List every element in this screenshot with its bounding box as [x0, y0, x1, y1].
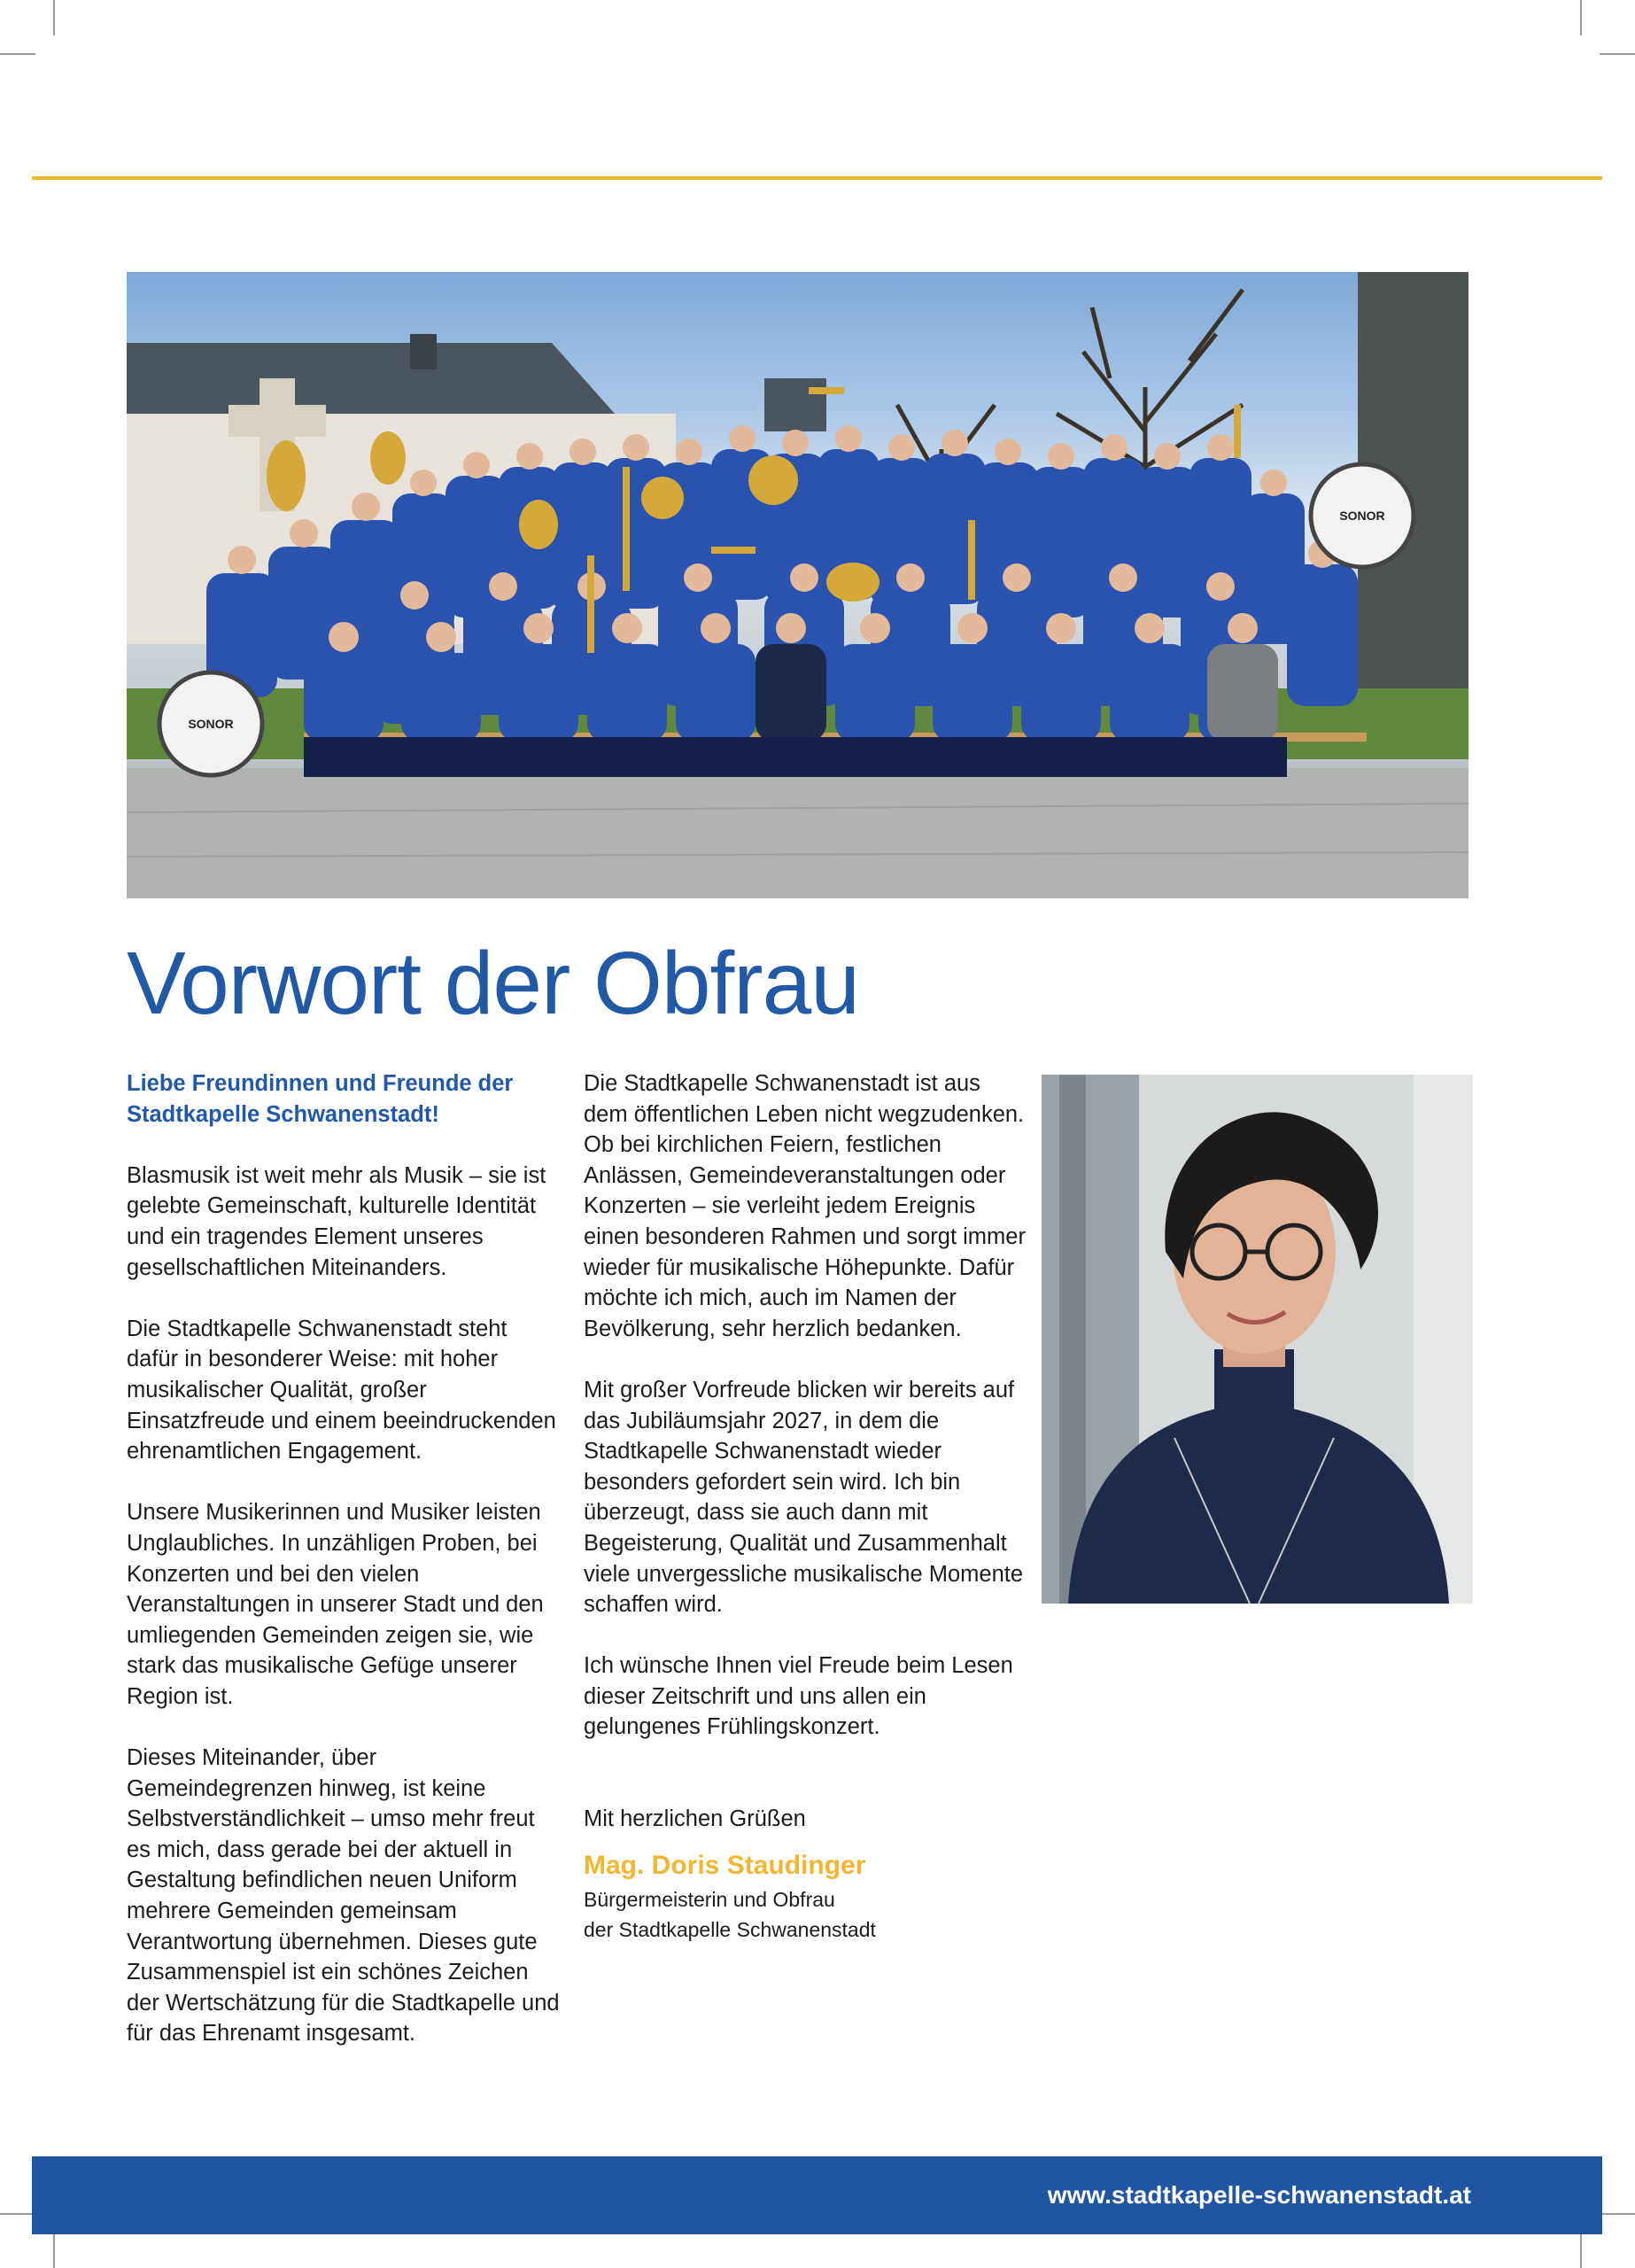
crop-mark [1600, 53, 1635, 55]
page-title: Vorwort der Obfrau [127, 934, 859, 1033]
signature-role: Bürgermeisterin und Obfrau [584, 1887, 835, 1911]
crop-mark [53, 0, 55, 35]
letter-column-2 [584, 1068, 1027, 1945]
website-url[interactable]: www.stadtkapelle-schwanenstadt.at [1047, 2181, 1471, 2209]
crop-mark [1600, 2213, 1635, 2215]
crop-mark [53, 2233, 55, 2268]
drum-logo-right: SONOR [1339, 509, 1385, 523]
signature-name: Mag. Doris Staudinger [584, 1850, 866, 1880]
drum-logo-left: SONOR [188, 717, 234, 731]
crop-mark [1580, 2233, 1582, 2268]
crop-mark [0, 2213, 35, 2215]
paragraph: Die Stadtkapelle Schwanenstadt steht dafür in besonderer Weise: mit hoher musikalischer Qualität, großer Einsatzfreude und einem beeindruckenden ehrenamtlichen Engagement. [127, 1316, 556, 1464]
crop-mark [1580, 0, 1582, 35]
portrait-photo [1042, 1075, 1473, 1604]
spacer [584, 1774, 1027, 1805]
footer-bar [32, 2156, 1602, 2234]
band-group-photo [127, 272, 1468, 898]
closing: Mit herzlichen Grüßen [584, 1806, 806, 1832]
crop-mark [0, 53, 35, 55]
letter-column-1 [127, 1068, 561, 2080]
paragraph: Die Stadtkapelle Schwanenstadt ist aus dem öffentlichen Leben nicht wegzudenken. Ob bei kirchlichen Feiern, festlichen Anlässen, Gemeindeveranstaltungen oder Konzerten – sie verleiht jedem Ereignis einen besonderen Rahmen und sorgt immer wieder für musikalische Höhepunkte. Dafür möchte ich mich, auch im Namen der Bevölkerung, sehr herzlich bedanken. [584, 1071, 1026, 1341]
top-divider [32, 176, 1602, 180]
paragraph: Ich wünsche Ihnen viel Freude beim Lesen dieser Zeitschrift und uns allen ein gelungenes Frühlingskonzert. [584, 1653, 1013, 1740]
paragraph: Mit großer Vorfreude blicken wir bereits auf das Jubiläumsjahr 2027, in dem die Stadtkapelle Schwanenstadt wieder besonders gefordert sein wird. Ich bin überzeugt, dass sie auch dann mit Begeisterung, Qualität und Zusammenhalt viele unvergessliche musikalische Momente schaffen wird. [584, 1377, 1024, 1618]
salutation: Liebe Freundinnen und Freunde der Stadtkapelle Schwanenstadt! [127, 1071, 514, 1127]
paragraph: Blasmusik ist weit mehr als Musik – sie ist gelebte Gemeinschaft, kulturelle Identität und ein tragendes Element unseres gesellschaftlichen Miteinanders. [127, 1162, 546, 1280]
signature-organization: der Stadtkapelle Schwanenstadt [584, 1917, 876, 1941]
paragraph: Dieses Miteinander, über Gemeindegrenzen hinweg, ist keine Selbstverständlichkeit – umso mehr freut es mich, dass gerade bei der aktuell in Gestaltung befindlichen neuen Uniform mehrere Gemeinden gemeinsam Verantwortung übernehmen. Dieses gute Zusammenspiel ist ein schönes Zeichen der Wertschätzung für die Stadtkapelle und für das Ehrenamt insgesamt. [127, 1745, 560, 2047]
paragraph: Unsere Musikerinnen und Musiker leisten Unglaubliches. In unzähligen Proben, bei Konzerten und bei den vielen Veranstaltungen in unserer Stadt und den umliegenden Gemeinden zeigen sie, wie stark das musikalische Gefüge unserer Region ist. [127, 1500, 544, 1709]
